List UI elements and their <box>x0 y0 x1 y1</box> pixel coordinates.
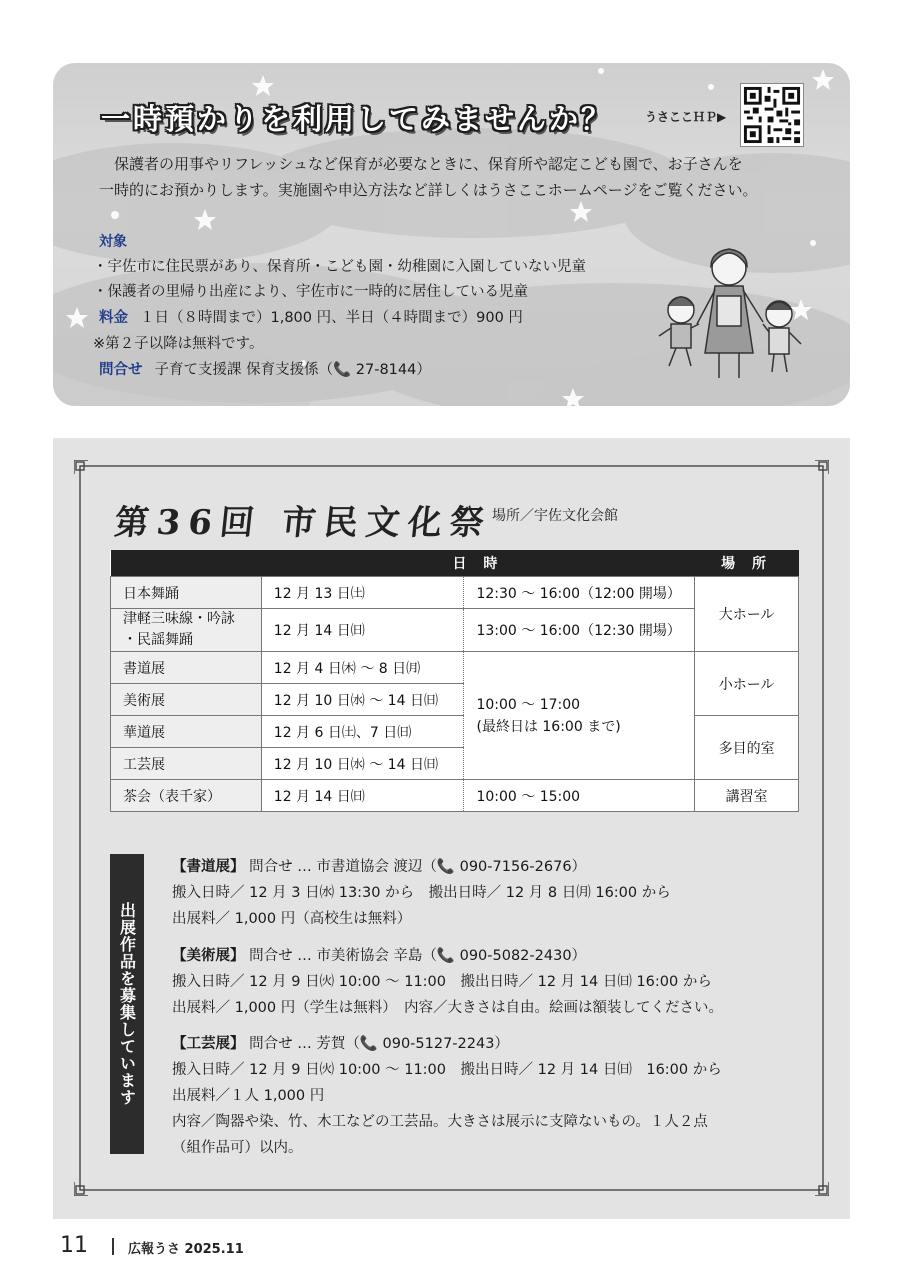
event-name-line-2: ・民謡舞踊 <box>123 632 193 648</box>
calligraphy-contact <box>172 855 586 876</box>
event-date: 12 月 14 日㈰ <box>261 780 464 812</box>
table-row <box>111 716 799 748</box>
exhibit-time-line-1: 10:00 〜 17:00 <box>476 696 581 713</box>
header-place: 場 所 <box>695 550 799 577</box>
contact-label: 問合せ <box>99 362 143 378</box>
festival-venue: 場所／宇佐文化会館 <box>492 508 618 524</box>
fee-label: 料金 <box>99 310 128 326</box>
art-schedule: 搬入日時／ 12 月 9 日㈫ 10:00 〜 11:00 搬出日時／ 12 月 14 日㈰ 16:00 から <box>172 974 712 990</box>
publication-label: 広報うさ 2025.11 <box>128 1242 244 1257</box>
art-contact <box>172 944 586 965</box>
event-name <box>111 609 262 652</box>
schedule-table <box>110 550 799 812</box>
art-heading: 【美術展】 <box>172 948 245 964</box>
event-date: 12 月 14 日㈰ <box>261 609 464 652</box>
table-header-row <box>111 550 799 577</box>
event-name: 日本舞踊 <box>111 577 262 609</box>
craft-contact <box>172 1032 509 1053</box>
calligraphy-contact-text: 問合せ … 市書道協会 渡辺（📞 090-7156-2676） <box>244 859 587 875</box>
recruit-banner <box>110 854 144 1154</box>
festival-title: 第36回 市民文化祭 <box>112 503 494 543</box>
event-place: 多目的室 <box>695 716 799 780</box>
caregiver-children-illustration <box>651 238 811 388</box>
target-line-1: ・宇佐市に住民票があり、保育所・こども園・幼稚園に入園していない児童 <box>93 259 586 275</box>
event-name: 工芸展 <box>111 748 262 780</box>
event-time: 12:30 〜 16:00（12:00 開場） <box>464 577 695 609</box>
exhibit-time-line-2: (最終日は 16:00 まで) <box>476 718 621 735</box>
table-row <box>111 577 799 609</box>
intro-line-1: 保護者の用事やリフレッシュなど保育が必要なときに、保育所や認定こども園で、お子さんを <box>114 155 743 173</box>
target-line-2: ・保護者の里帰り出産により、宇佐市に一時的に居住している児童 <box>93 284 528 300</box>
contact-text: 子育て支援課 保育支援係（📞 27-8144） <box>154 362 431 378</box>
recruit-banner-text: 出展作品を募集しています <box>117 902 137 1106</box>
event-date: 12 月 4 日㈭ 〜 8 日㈪ <box>261 652 464 684</box>
header-event <box>111 550 262 577</box>
event-time: 13:00 〜 16:00（12:30 開場） <box>464 609 695 652</box>
craft-contact-text: 問合せ … 芳賀（📞 090-5127-2243） <box>244 1036 509 1052</box>
calligraphy-heading: 【書道展】 <box>172 859 245 875</box>
footer-divider <box>112 1238 114 1255</box>
table-row <box>111 780 799 812</box>
fee-line <box>99 306 523 327</box>
event-date: 12 月 6 日㈯、7 日㈰ <box>261 716 464 748</box>
event-date: 12 月 13 日㈯ <box>261 577 464 609</box>
art-fee: 出展料／ 1,000 円（学生は無料） 内容／大きさは自由。絵画は額装してください。 <box>172 1000 723 1016</box>
event-name: 美術展 <box>111 684 262 716</box>
craft-content: 内容／陶器や染、竹、木工などの工芸品。大きさは展示に支障ないもの。１人２点 <box>172 1114 708 1130</box>
event-place: 小ホール <box>695 652 799 716</box>
event-date: 12 月 10 日㈬ 〜 14 日㈰ <box>261 684 464 716</box>
calligraphy-schedule: 搬入日時／ 12 月 3 日㈬ 13:30 から 搬出日時／ 12 月 8 日㈪ 16:00 から <box>172 885 671 901</box>
childcare-panel <box>53 63 850 406</box>
craft-fee: 出展料／１人 1,000 円 <box>172 1088 325 1104</box>
event-name: 茶会（表千家） <box>111 780 262 812</box>
art-contact-text: 問合せ … 市美術協会 辛島（📞 090-5082-2430） <box>244 948 587 964</box>
fee-text: １日（８時間まで）1,800 円、半日（４時間まで）900 円 <box>140 310 523 326</box>
qr-code-icon[interactable] <box>740 83 804 147</box>
childcare-title: 一時預かりを利用してみませんか？ <box>101 102 614 136</box>
hp-link-label[interactable]: うさここＨＰ▶ <box>645 110 727 124</box>
calligraphy-fee: 出展料／ 1,000 円（高校生は無料） <box>172 911 412 927</box>
sibling-note: ※第２子以降は無料です。 <box>93 336 264 352</box>
craft-heading: 【工芸展】 <box>172 1036 245 1052</box>
header-datetime: 日 時 <box>261 550 694 577</box>
page-number: 11 <box>60 1233 88 1258</box>
event-place: 大ホール <box>695 577 799 652</box>
event-date: 12 月 10 日㈬ 〜 14 日㈰ <box>261 748 464 780</box>
exhibit-time <box>464 652 695 780</box>
intro-line-2: 一時的にお預かりします。実施園や申込方法など詳しくはうさここホームページをご覧ください。 <box>99 181 758 199</box>
event-name: 華道展 <box>111 716 262 748</box>
event-name-line-1: 津軽三味線・吟詠 <box>123 611 235 627</box>
target-label: 対象 <box>99 234 127 250</box>
event-place: 講習室 <box>695 780 799 812</box>
event-time: 10:00 〜 15:00 <box>464 780 695 812</box>
table-row <box>111 652 799 684</box>
contact-line <box>99 358 431 379</box>
craft-content-cont: （組作品可）以内。 <box>172 1140 303 1156</box>
event-name: 書道展 <box>111 652 262 684</box>
craft-schedule: 搬入日時／ 12 月 9 日㈫ 10:00 〜 11:00 搬出日時／ 12 月 14 日㈰ 16:00 から <box>172 1062 722 1078</box>
